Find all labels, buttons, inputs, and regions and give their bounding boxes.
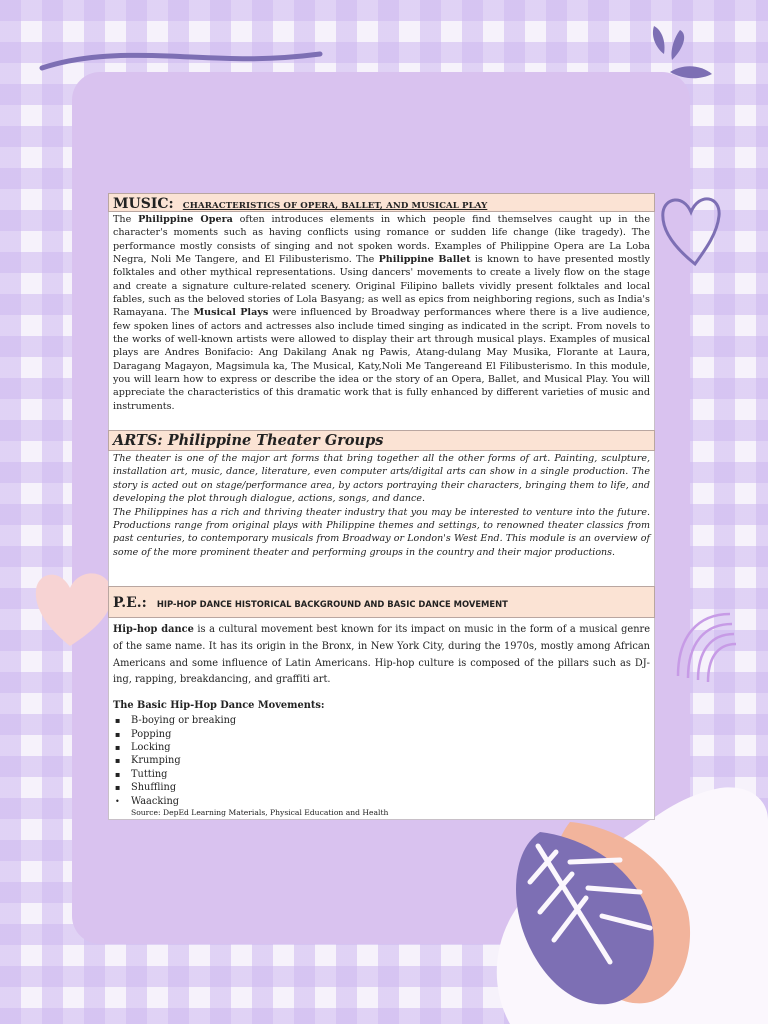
arts-paragraph-2: The Philippines has a rich and thriving theater industry that you may be interested to venture into the future. Productions range from original plays with Philippine themes and settings, to renowned theater classics from past centuries, to contemporary musicals from Broadway or London's West End. This module is an overview of some of the more prominent theater and performing groups in the country and their major productions. [113,506,650,558]
music-term-musical-plays: Musical Plays [193,307,269,319]
pe-section-heading [108,586,655,618]
heart-outline-icon [655,190,727,270]
bullet-icon: ▪ [115,756,121,766]
splash-drops-icon [640,20,720,90]
move-label: Krumping [131,755,181,767]
arts-section-heading [108,430,655,451]
list-item [113,714,650,727]
bullet-icon: ▪ [115,716,121,726]
moves-list [113,714,650,808]
move-label: Locking [131,742,171,753]
move-label: Tutting [131,768,168,780]
arts-heading-label: ARTS: Philippine Theater Groups [113,432,384,449]
arts-paragraph-1: The theater is one of the major art forms that bring together all the other forms of art. Painting, sculpture, installation art, music, dance, literature, even computer arts/digital arts can show in a single production. The story is acted out on stage/performance area, by actors portraying their characters, bringing them to life, and developing the plot through dialogue, actions, songs, and dance. [113,453,650,505]
list-item [113,728,650,741]
pe-paragraph-text: is a cultural movement best known for its impact on music in the form of a musical genre of the same name. It has its origin in the Bronx, in New York City, during the 1970s, mostly among African Americans and some influence of Latin Americans. Hip-hop culture is composed of the pillars such as DJ-ing, rapping, breakdancing, and graffiti art. [113,624,650,686]
list-item [113,795,650,808]
bullet-icon: ▪ [115,729,121,739]
list-item [113,781,650,794]
bullet-icon: • [115,796,120,806]
monstera-leaf-icon [500,812,700,1012]
pe-heading-label: P.E.: [113,595,147,611]
music-text: often introduces elements in which people find themselves caught up in the character's moments such as having conflicts using romance or sudden life change (like tragedy). The performance mostly consists of singing and not spoken words. Examples of Philippine Opera are La Loba Negra, Noli Me Tangere, and El Filibusterismo. The [113,214,651,266]
music-section-body [108,212,655,430]
move-label: Shuffling [131,782,177,794]
list-item [113,741,650,754]
pe-section-body [108,618,655,820]
music-term-opera: Philippine Opera [138,214,233,225]
music-heading-subtitle: CHARACTERISTICS OF OPERA, BALLET, AND MUSICAL PLAY [182,201,488,211]
pe-heading-subtitle: HIP-HOP DANCE HISTORICAL BACKGROUND AND BASIC DANCE MOVEMENT [156,599,508,609]
music-heading-label: MUSIC: [113,196,174,212]
music-text: were influenced by Broadway performances where there is a live audience, few spoken lines of actors and actresses also include timed singing as indicated in the script. From novels to the works of well-known artists were allowed to display their art through musical plays. Examples of musical plays are Andres Bonifacio: Ang Dakilang Anak ng Pawis, Atang-dulang May Musika, Florante at Laura, Daragang Magayon, Magsimula ka, The Musical, Katy,Noli Me Tangereand El Filibusterismo. In this module, you will learn how to express or describe the idea or the story of an Opera, Ballet, and Musical Play. You will appreciate the characteristics of this dramatic work that is fully enhanced by different varieties of music and instruments. [113,307,650,412]
list-item [113,754,650,767]
list-item [113,768,650,781]
moves-title: The Basic Hip-Hop Dance Movements: [113,700,325,712]
music-section-heading [108,193,655,212]
source-citation: Source: DepEd Learning Materials, Physical Education and Health [131,808,389,818]
pe-term-hiphop: Hip-hop dance [113,624,194,635]
lesson-document [108,193,655,820]
move-label: Waacking [131,795,180,807]
music-text: is known to have presented mostly folktales and other mythical representations. Using dancers' movements to create a lively flow on the stage and create a signature culture-related scenery. Original Filipino ballets vividly present folktales and local fables, such as the beloved stories of Lola Basyang; as well as epics from neighboring regions, such as India's Ramayana. The [113,254,650,319]
bullet-icon: ▪ [115,769,121,779]
music-text: The [113,214,139,225]
heart-filled-icon [30,560,120,650]
rainbow-outline-icon [668,606,742,684]
pe-paragraph [113,622,650,689]
bullet-icon: ▪ [115,743,121,752]
music-term-ballet: Philippine Ballet [378,254,471,266]
move-label: Popping [131,728,172,740]
move-label: B-boying or breaking [131,715,237,727]
bullet-icon: ▪ [115,783,121,793]
arts-section-body [108,451,655,586]
